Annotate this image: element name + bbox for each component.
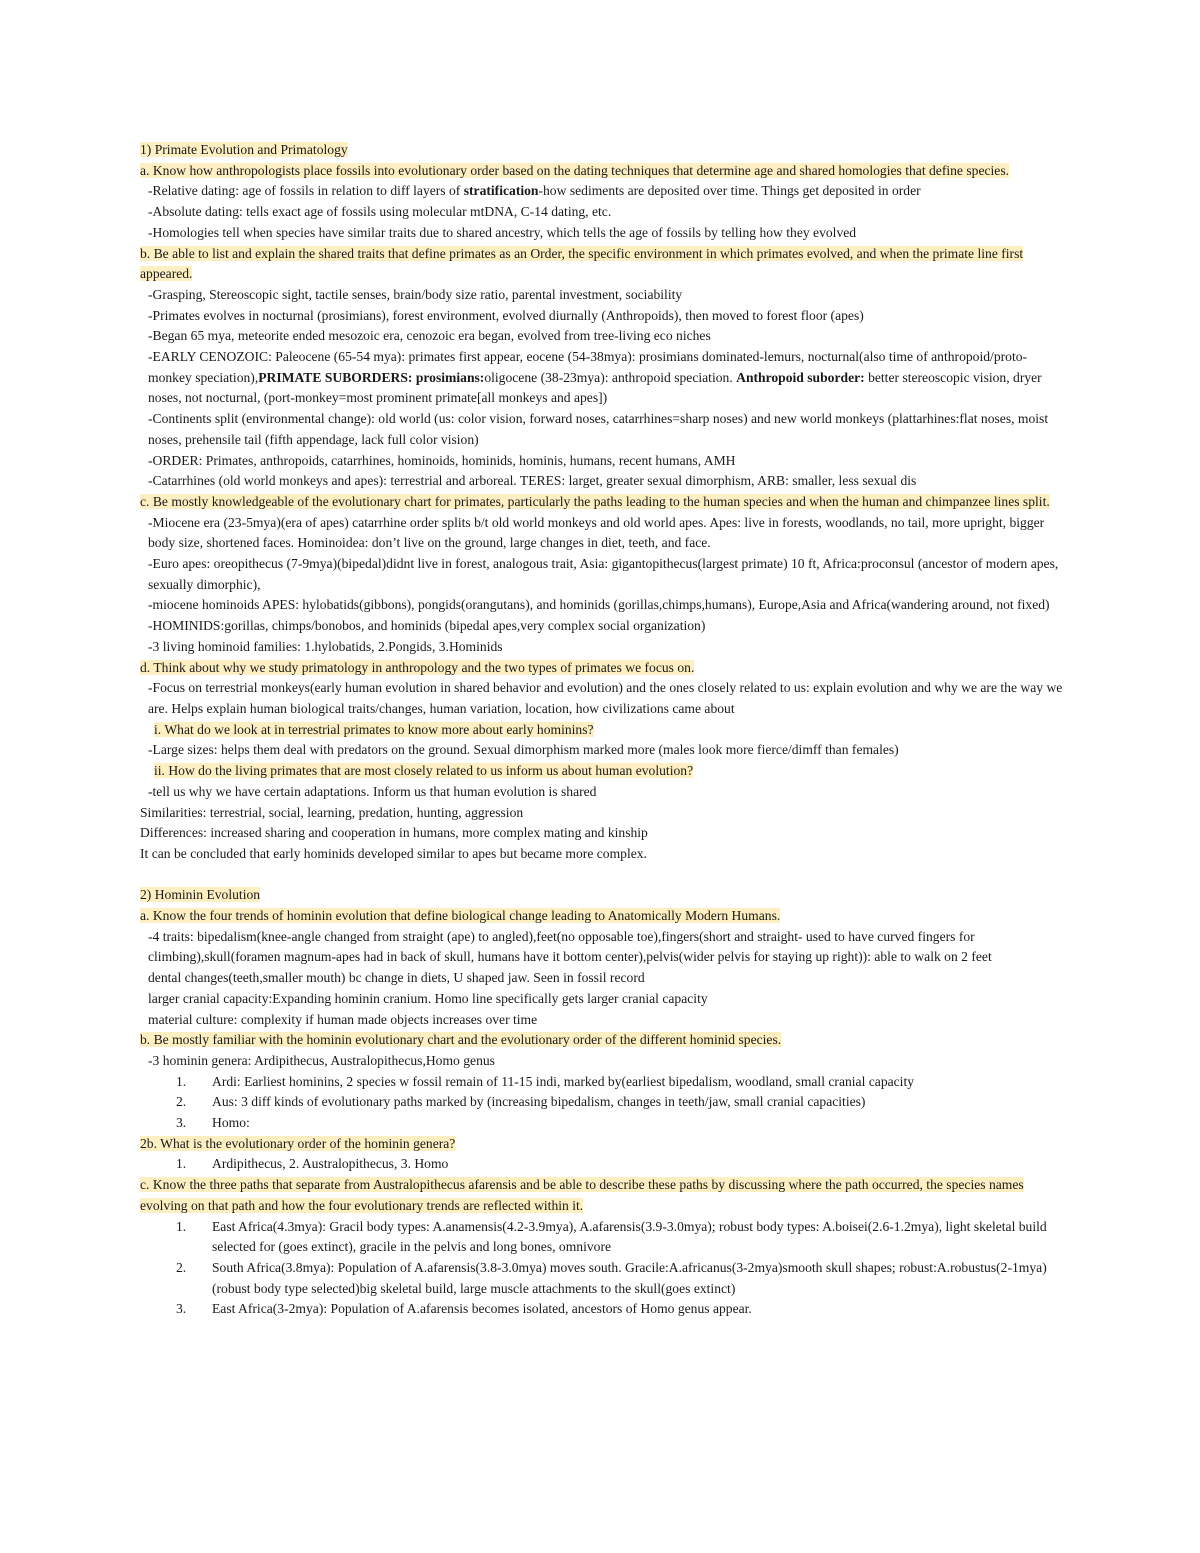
note-line: It can be concluded that early hominids developed similar to apes but became more complex. <box>140 845 647 861</box>
note-line: -4 traits: bipedalism(knee-angle changed from straight (ape) to angled),feet(no opposable toe),fingers(short and straight- used to have curved fingers for climbing),skull(foramen magnum-apes had in back of skull, humans have it bottom center),pelvis(wider pelvis for staying up right)): able to walk on 2 feet <box>148 928 992 965</box>
question-2b: b. Be mostly familiar with the hominin evolutionary chart and the evolutionary order of the different hominid species. <box>140 1032 782 1048</box>
note-line: -ORDER: Primates, anthropoids, catarrhines, hominoids, hominids, hominis, humans, recent humans, AMH <box>148 452 736 468</box>
note-line: dental changes(teeth,smaller mouth) bc change in diets, U shaped jaw. Seen in fossil record <box>148 970 645 986</box>
note-line: -3 living hominoid families: 1.hylobatids, 2.Pongids, 3.Hominids <box>148 638 503 654</box>
question-1d: d. Think about why we study primatology in anthropology and the two types of primates we focus on. <box>140 659 695 675</box>
list-item: 3. Homo: <box>176 1115 250 1131</box>
sub-question-ii: ii. How do the living primates that are most closely related to us inform us about human evolution? <box>154 763 694 779</box>
note-line: material culture: complexity if human made objects increases over time <box>148 1011 538 1027</box>
note-line: -Focus on terrestrial monkeys(early human evolution in shared behavior and evolution) and the ones closely related to us: explain evolution and why we are the way we are. Helps explain human biological traits/changes, human variation, location, how civilizations came about <box>148 680 1063 716</box>
note-line: -Euro apes: oreopithecus (7-9mya)(bipedal)didnt live in forest, analogous trait, Asia: gigantopithecus(largest primate) 10 ft, Africa:proconsul (ancestor of modern apes, sexually dimorphic), <box>148 556 1059 592</box>
section-heading-2: 2) Hominin Evolution <box>140 887 261 903</box>
list-item: 1. Ardi: Earliest hominins, 2 species w fossil remain of 11-15 indi, marked by(earliest bipedalism, woodland, small cranial capacity <box>176 1073 915 1089</box>
note-line: -miocene hominoids APES: hylobatids(gibbons), pongids(orangutans), and hominids (gorillas,chimps,humans), Europe,Asia and Africa(wandering around, not fixed) <box>148 597 1050 613</box>
note-line: -Catarrhines (old world monkeys and apes): terrestrial and arboreal. TERES: larget, greater sexual dimorphism, ARB: smaller, less sexual dis <box>148 473 917 489</box>
note-line: -Miocene era (23-5mya)(era of apes) catarrhine order splits b/t old world monkeys and old world apes. Apes: live in forests, woodlands, no tail, more upright, bigger body size, shortened faces. Hominoidea: don’t live on the ground, large changes in diet, teeth, and face. <box>148 514 1045 551</box>
note-line: -tell us why we have certain adaptations. Inform us that human evolution is shared <box>148 783 597 799</box>
list-item: 2. South Africa(3.8mya): Population of A.afarensis(3.8-3.0mya) moves south. Gracile:A.africanus(3-2mya)smooth skull shapes; robust:A.robustus(2-1mya) (robust body type selected)big skeletal build, large muscle attachments to the skull(goes extinct) <box>176 1259 1047 1296</box>
question-2b-order: 2b. What is the evolutionary order of the hominin genera? <box>140 1135 456 1151</box>
note-line: -Absolute dating: tells exact age of fossils using molecular mtDNA, C-14 dating, etc. <box>148 204 612 220</box>
list-item: 1. Ardipithecus, 2. Australopithecus, 3. Homo <box>176 1156 449 1172</box>
note-line: -HOMINIDS:gorillas, chimps/bonobos, and hominids (bipedal apes,very complex social organization) <box>148 618 706 634</box>
document-body <box>140 140 1065 1320</box>
sub-question-i: i. What do we look at in terrestrial primates to know more about early hominins? <box>154 721 594 737</box>
list-item: 2. Aus: 3 diff kinds of evolutionary paths marked by (increasing bipedalism, changes in teeth/jaw, small cranial capacities) <box>176 1094 866 1110</box>
note-line: -Continents split (environmental change): old world (us: color vision, forward noses, catarrhines=sharp noses) and new world monkeys (plattarhines:flat noses, moist noses, prehensile tail (fifth appendage, lack full color vision) <box>148 411 1049 447</box>
note-line: -Relative dating: age of fossils in relation to diff layers of stratification-how sediments are deposited over time. Things get deposited in order <box>148 183 921 199</box>
note-line: -Primates evolves in nocturnal (prosimians), forest environment, evolved diurnally (Anthropoids), then moved to forest floor (apes) <box>148 307 864 323</box>
note-line: -Began 65 mya, meteorite ended mesozoic era, cenozoic era began, evolved from tree-living eco niches <box>148 328 711 344</box>
blank-line <box>140 865 1065 886</box>
note-line: -Homologies tell when species have similar traits due to shared ancestry, which tells the age of fossils by telling how they evolved <box>148 224 857 240</box>
note-line: Similarities: terrestrial, social, learning, predation, hunting, aggression <box>140 804 524 820</box>
list-item: 3. East Africa(3-2mya): Population of A.afarensis becomes isolated, ancestors of Homo genus appear. <box>176 1301 752 1317</box>
note-line: larger cranial capacity:Expanding hominin cranium. Homo line specifically gets larger cranial capacity <box>148 990 708 1006</box>
note-line: Differences: increased sharing and cooperation in humans, more complex mating and kinship <box>140 825 648 841</box>
question-2a: a. Know the four trends of hominin evolution that define biological change leading to Anatomically Modern Humans. <box>140 908 781 923</box>
note-line: -3 hominin genera: Ardipithecus, Australopithecus,Homo genus <box>148 1052 495 1068</box>
list-item: 1. East Africa(4.3mya): Gracil body types: A.anamensis(4.2-3.9mya), A.afarensis(3.9-3.0mya); robust body types: A.boisei(2.6-1.2mya), light skeletal build selected for (goes extinct), gracile in the pelvis and long bones, omnivore <box>176 1218 1047 1255</box>
question-2c: c. Know the three paths that separate from Australopithecus afarensis and be able to describe these paths by discussing where the path occurred, the species names evolving on that path and how the four evolutionary trends are reflected within it. <box>140 1177 1024 1213</box>
note-line: -Large sizes: helps them deal with predators on the ground. Sexual dimorphism marked more (males look more fierce/dimff than females) <box>148 742 899 758</box>
note-line: -Grasping, Stereoscopic sight, tactile senses, brain/body size ratio, parental investment, sociability <box>148 286 683 302</box>
question-1a: a. Know how anthropologists place fossils into evolutionary order based on the dating techniques that determine age and shared homologies that define species. <box>140 162 1010 178</box>
question-1c: c. Be mostly knowledgeable of the evolutionary chart for primates, particularly the paths leading to the human species and when the human and chimpanzee lines split. <box>140 493 1050 509</box>
section-heading-1: 1) Primate Evolution and Primatology <box>140 142 348 157</box>
question-1b: b. Be able to list and explain the shared traits that define primates as an Order, the specific environment in which primates evolved, and when the primate line first appeared. <box>140 245 1024 282</box>
note-line: -EARLY CENOZOIC: Paleocene (65-54 mya): primates first appear, eocene (54-38mya): prosimians dominated-lemurs, nocturnal(also time of anthropoid/proto-monkey speciation),PRIMATE SUBORDERS: prosimians:oligocene (38-23mya): anthropoid speciation. Anthropoid suborder: better stereoscopic vision, dryer noses, not nocturnal, (port-monkey=most prominent primate[all monkeys and apes]) <box>148 349 1042 406</box>
